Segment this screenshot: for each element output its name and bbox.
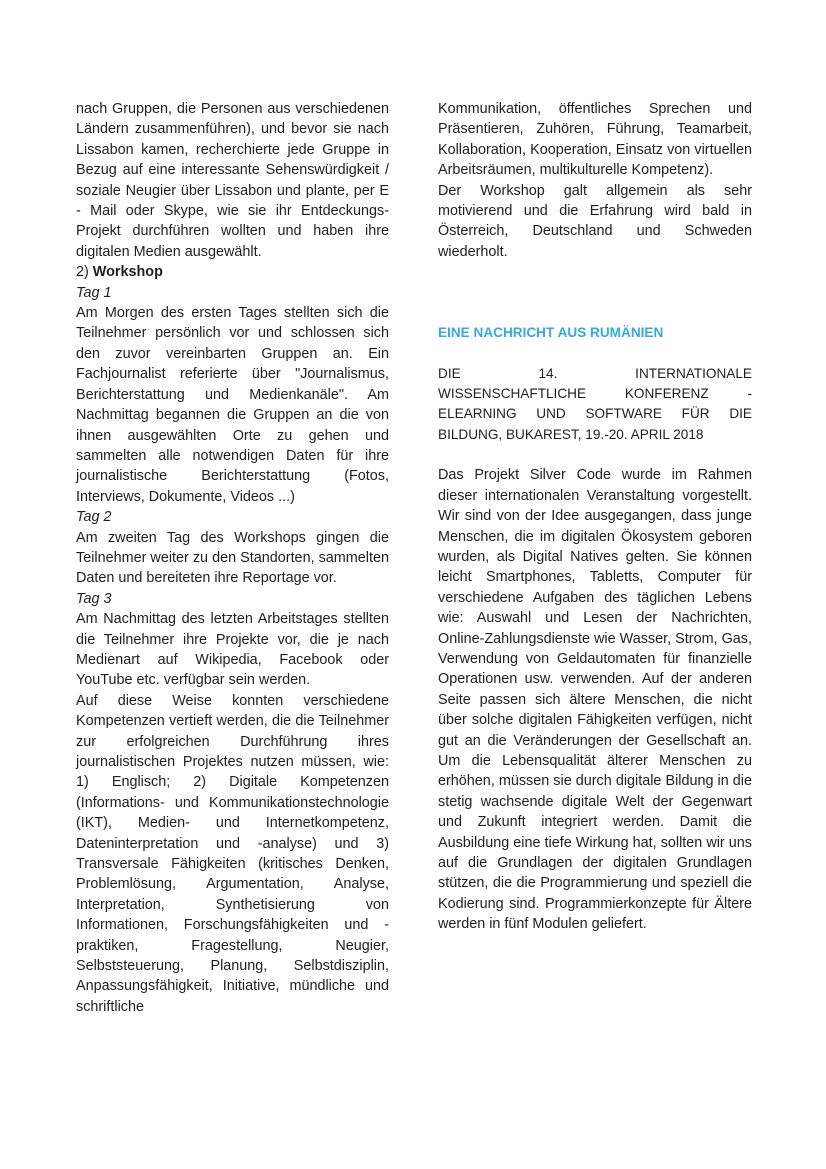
intro-paragraph: nach Gruppen, die Personen aus verschiedenen Ländern zusammenführen), und bevor sie nach Lissabon kamen, recherchierte jede Gruppe in Bezug auf eine interessante Sehenswürdigkeit / soziale Neugier über Lissabon und plante, per E - Mail oder Skype, wie sie ihr Entdeckungs-Projekt durchführen wollten und haben ihre digitalen Medien ausgewählt. (76, 101, 389, 260)
day2-paragraph: Am zweiten Tag des Workshops gingen die Teilnehmer weiter zu den Standorten, sammelten Daten und bereiteten ihre Reportage vor. (76, 529, 389, 587)
continuation-paragraph: Kommunikation, öffentliches Sprechen und Präsentieren, Zuhören, Führung, Teamarbeit, Kollaboration, Kooperation, Einsatz von virtuellen Arbeitsräumen, multikulturelle Kompetenz). (438, 101, 752, 179)
day3-label: Tag 3 (76, 590, 112, 607)
workshop-summary-paragraph: Der Workshop galt allgemein als sehr motivierend und die Erfahrung wird bald in Österreich, Deutschland und Schweden wiederholt. (438, 182, 752, 260)
silver-code-paragraph: Das Projekt Silver Code wurde im Rahmen dieser internationalen Veranstaltung vorgestellt. Wir sind von der Idee ausgegangen, dass junge Menschen, die im digitalen Ökosystem geboren wurden, als Digital Natives gelten. Sie können leicht Smartphones, Tabletts, Computer für verschiedene Aufgaben des täglichen Lebens wie: Auswahl und Lesen der Nachrichten, Online-Zahlungsdienste wie Wasser, Strom, Gas, Verwendung von Geldautomaten für finanzielle Operationen usw. verwenden. Auf der anderen Seite passen sich ältere Menschen, die nicht über solche digitalen Fähigkeiten verfügen, nicht gut an die Veränderungen der Gesellschaft an. Um die Lebensqualität älterer Menschen zu erhöhen, müssen sie durch digitale Bildung in die stetig wachsende digitale Welt der Gegenwart und Zukunft integriert werden. Damit die Ausbildung eine tiefe Wirkung hat, sollten wir uns auf die Grundlagen der digitalen Grundlagen stützen, die die Programmierung und speziell die Kodierung sind. Programmierkonzepte für Ältere werden in fünf Modulen geliefert. (438, 467, 752, 933)
conference-title: DIE 14. INTERNATIONALE WISSENSCHAFTLICHE KONFERENZ - ELEARNING UND SOFTWARE FÜR DIE BILDUNG, BUKAREST, 19.-20. APRIL 2018 (438, 365, 752, 442)
day1-paragraph: Am Morgen des ersten Tages stellten sich die Teilnehmer persönlich vor und schlossen sich den zuvor vereinbarten Gruppen an. Ein Fachjournalist referierte über "Journalismus, Berichterstattung und Medienkanäle". Am Nachmittag begannen die Gruppen an die von ihnen ausgewählten Orte zu gehen und sammelten alle notwendigen Daten für ihre journalistische Berichterstattung (Fotos, Interviews, Dokumente, Videos ...) (76, 305, 389, 505)
workshop-heading (76, 262, 389, 282)
title-spacer (438, 344, 752, 364)
competences-paragraph: Auf diese Weise konnten verschiedene Kompetenzen vertieft werden, die die Teilnehmer zur erfolgreichen Durchführung ihres journalistischen Projektes nutzen müssen, wie: 1) Englisch; 2) Digitale Kompetenzen (Informations- und Kommunikationstechnologie (IKT), Medien- und Internetkompetenz, Dateninterpretation und -analyse) und 3) Transversale Fähigkeiten (kritisches Denken, Problemlösung, Argumentation, Analyse, Interpretation, Synthetisierung von Informationen, Forschungsfähigkeiten und -praktiken, Fragestellung, Neugier, Selbststeuerung, Planung, Selbstdisziplin, Anpassungsfähigkeit, Initiative, mündliche und schriftliche (76, 692, 389, 1015)
conference-spacer (438, 445, 752, 465)
section-spacer (438, 262, 752, 323)
day1-label: Tag 1 (76, 284, 112, 301)
section-title: EINE NACHRICHT AUS RUMÄNIEN (438, 325, 664, 341)
workshop-title: Workshop (92, 264, 163, 281)
workshop-number: 2) (76, 264, 89, 281)
left-column (76, 99, 389, 1017)
day2-label: Tag 2 (76, 509, 112, 526)
right-column (438, 99, 752, 935)
day3-paragraph: Am Nachmittag des letzten Arbeitstages stellten die Teilnehmer ihre Projekte vor, die je nach Medienart auf Wikipedia, Facebook oder YouTube etc. verfügbar sein werden. (76, 611, 389, 689)
